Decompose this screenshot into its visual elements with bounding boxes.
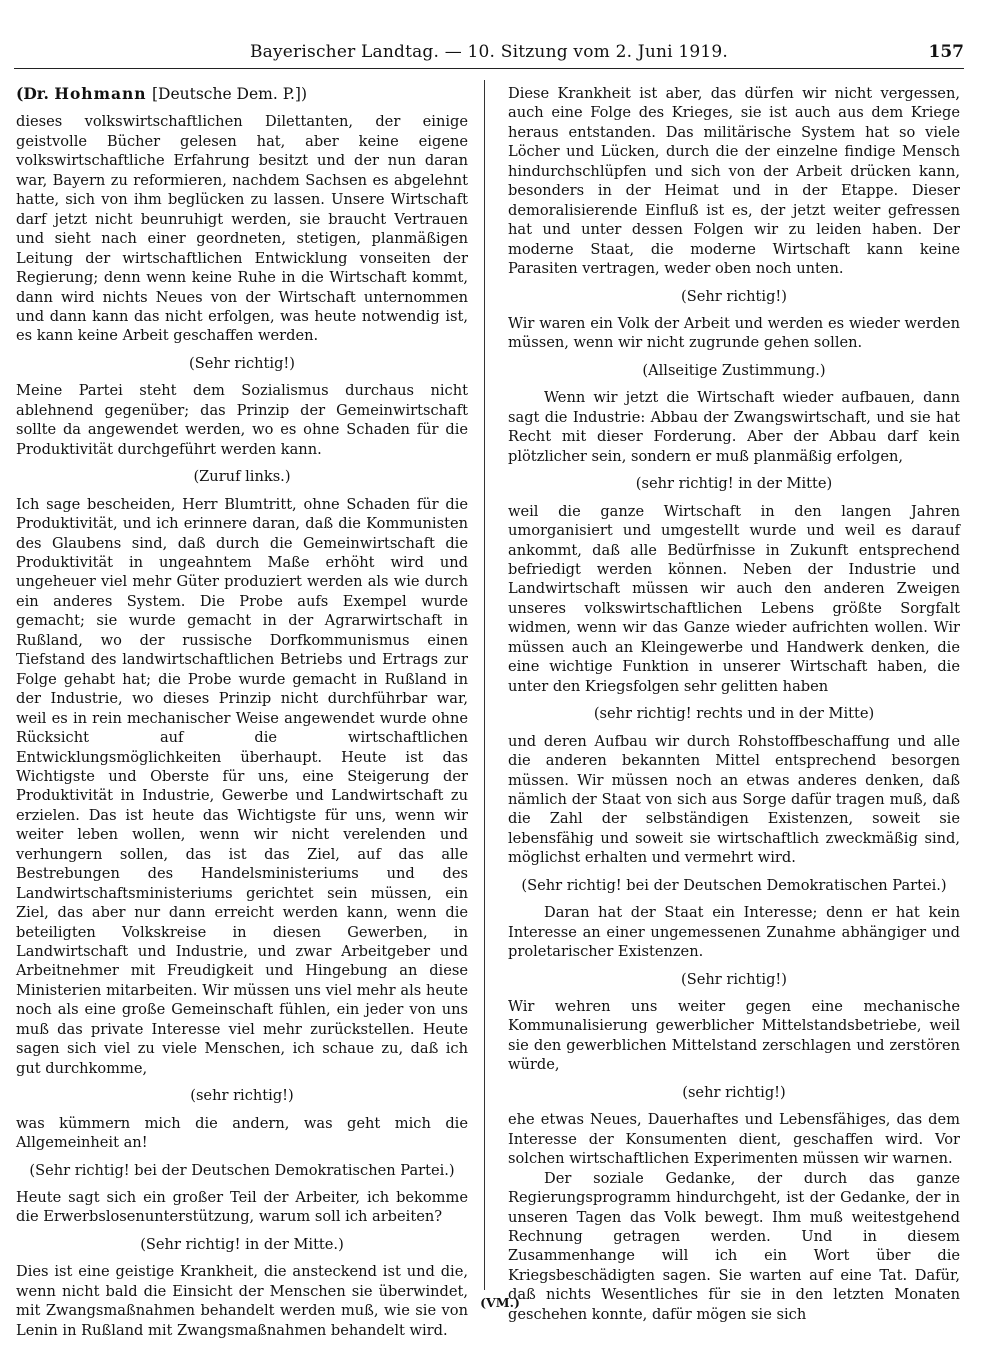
speaker-heading [16,84,468,104]
paragraph: weil die ganze Wirtschaft in den langen Jahren umorganisiert und umgestellt wurde und weil es darauf ankommt, daß alle Bedürfnisse in Zukunft entsprechend befriedigt werden können. Neben der Industrie und Landwirtschaft müssen wir auch den anderen Zweigen unseres volkswirtschaftlichen Lebens größte Sorgfalt widmen, wenn wir das Ganze wieder aufrichten wollen. Wir müssen auch an Kleingewerbe und Handwerk denken, die eine wichtige Funktion in unserer Wirtschaft haben, die unter den Kriegsfolgen sehr gelitten haben [508,502,960,695]
paragraph: Wir wehren uns weiter gegen eine mechanische Kommunalisierung gewerblicher Mittelstandsbetriebe, weil sie den gewerblichen Mittelstand zerschlagen und zerstören würde, [508,998,960,1074]
right-column [508,84,960,1324]
paragraph: und deren Aufbau wir durch Rohstoffbeschaffung und alle die anderen bekannten Mittel entsprechend besorgen müssen. Wir müssen noch an etwas anderes denken, daß nämlich der Staat von sich aus Sorge dafür tragen muß, daß die Zahl der selbständigen Existenzen, soweit sie lebensfähig und soweit sie wirtschaftlich zweckmäßig sind, möglichst erhalten und vermehrt wird. [508,732,960,867]
page-footer: (VM.) [480,1295,520,1310]
speaker-party: [Deutsche Dem. P.]) [151,85,308,103]
speaker-open: (Dr. [16,84,49,103]
interjection: (Zuruf links.) [193,468,291,486]
paragraph: Wir waren ein Volk der Arbeit und werden es wieder werden müssen, wenn wir nicht zugrunde gehen sollen. [508,314,960,352]
interjection: (Allseitige Zustimmung.) [642,361,826,379]
page-number: 157 [928,42,964,62]
page-header [14,40,964,69]
interjection: (Sehr richtig! bei der Deutschen Demokratischen Partei.) [521,876,947,894]
paragraph: Heute sagt sich ein großer Teil der Arbeiter, ich bekomme die Erwerbslosenunterstützung, warum soll ich arbeiten? [16,1189,468,1226]
paragraph: dieses volkswirtschaftlichen Dilettanten, der einige geistvolle Bücher gelesen hat, aber keine eigene volkswirtschaftliche Erfahrung besitzt und der nun daran war, Bayern zu reformieren, nachdem Sachsen es abgelehnt hatte, sich von ihm beglücken zu lassen. Unsere Wirtschaft darf jetzt nicht beunruhigt werden, sie braucht Vertrauen und sieht nach einer geordneten, stetigen, planmäßigen Leitung der wirtschaftlichen Entwicklung vonseiten der Regierung; denn wenn keine Ruhe in die Wirtschaft kommt, dann wird nichts Neues von der Wirtschaft unternommen und dann kann das nicht erfolgen, was heute notwendig ist, es kann keine Arbeit geschaffen werden. [16,113,468,345]
speaker-name: Hohmann [54,84,147,103]
running-title: Bayerischer Landtag. — 10. Sitzung vom 2. Juni 1919. [249,42,729,62]
left-column [16,84,468,1340]
paragraph: Daran hat der Staat ein Interesse; denn er hat kein Interesse an einer ungemessenen Zunahme abhängiger und proletarischer Existenzen. [508,904,960,961]
interjection: (sehr richtig! rechts und in der Mitte) [593,705,875,723]
paragraph: Meine Partei steht dem Sozialismus durchaus nicht ablehnend gegenüber; das Prinzip der Gemeinwirtschaft sollte da angewendet werden, wo es ohne Schaden für die Produktivität durchgeführt werden kann. [16,382,468,458]
column-divider [484,80,485,1290]
interjection: (Sehr richtig!) [681,287,787,305]
paragraph: was kümmern mich die andern, was geht mich die Allgemeinheit an! [16,1114,468,1152]
paragraph: ehe etwas Neues, Dauerhaftes und Lebensfähiges, das dem Interesse der Konsumenten dient, geschaffen wird. Vor solchen wirtschaftlichen Experimenten müssen wir warnen. [508,1111,960,1168]
interjection: (sehr richtig!) [190,1087,294,1105]
paragraph: Dies ist eine geistige Krankheit, die ansteckend ist und die, wenn nicht bald die Einsicht der Menschen sie überwindet, mit Zwangsmaßnahmen behandelt werden muß, wie sie von Lenin in Rußland mit Zwangsmaßnahmen behandelt wird. [16,1263,468,1339]
interjection: (Sehr richtig!) [189,354,295,372]
interjection: (Sehr richtig!) [681,970,787,988]
paragraph: Der soziale Gedanke, der durch das ganze Regierungsprogramm hindurchgeht, ist der Gedanke, der in unseren Tagen das Volk bewegt. Ihm muß weitestgehend Rechnung getragen werden. Und in diesem Zusammenhange will ich ein Wort über die Kriegsbeschädigten sagen. Sie warten auf eine Tat. Dafür, daß nichts Wesentliches für sie in den letzten Monaten geschehen konnte, dafür mögen sie sich [508,1169,960,1323]
paragraph: Wenn wir jetzt die Wirtschaft wieder aufbauen, dann sagt die Industrie: Abbau der Zwangswirtschaft, und sie hat Recht mit dieser Forderung. Aber der Abbau darf kein plötzlicher sein, sondern er muß planmäßig erfolgen, [508,389,960,465]
paragraph: Ich sage bescheiden, Herr Blumtritt, ohne Schaden für die Produktivität, und ich erinnere daran, daß die Kommunisten des Glaubens sind, daß durch die Gemeinwirtschaft die Produktivität in ungeahntem Maße erhöht wird und ungeheuer viel mehr Güter produziert werden als wie durch ein anderes System. Die Probe aufs Exempel wurde gemacht; sie wurde gemacht in der Agrarwirtschaft in Rußland, wo der russische Dorfkommunismus einen Tiefstand des landwirtschaftlichen Betriebs und Ertrags zur Folge gehabt hat; die Probe wurde gemacht in Rußland in der Industrie, wo dieses Prinzip nicht durchführbar war, weil es in rein mechanischer Weise angewendet wurde ohne Rücksicht auf die wirtschaftlichen Entwicklungsmöglichkeiten überhaupt. Heute ist das Wichtigste und Oberste für uns, eine Steigerung der Produktivität in Industrie, Gewerbe und Landwirtschaft zu erzielen. Das ist heute das Wichtigste für uns, wenn wir weiter leben wollen, wenn wir nicht verelenden und verhungern sollen, das ist das Ziel, auf das alle Bestrebungen des Handelsministeriums und des Landwirtschaftsministeriums gerichtet sein müssen, ein Ziel, das aber nur dann erreicht werden kann, wenn die beteiligten Volkskreise in diesen Gewerben, in Landwirtschaft und Industrie, und zwar Arbeitgeber und Arbeitnehmer mit Freudigkeit und Hingebung an diese Ministerien mitarbeiten. Wir müssen uns viel mehr als heute noch als eine große Gemeinschaft fühlen, ein jeder von uns muß das private Interesse viel mehr zurückstellen. Heute sagen sich viel zu viele Menschen, ich schaue zu, daß ich gut durchkomme, [16,495,468,1077]
paragraph: Diese Krankheit ist aber, das dürfen wir nicht vergessen, auch eine Folge des Krieges, sie ist auch aus dem Kriege heraus entstanden. Das militärische System hat so viele Löcher und Lücken, durch die der einzelne findige Mensch hindurchschlüpfen und sich von der Arbeit drücken kann, besonders in der Heimat und in der Etappe. Dieser demoralisierende Einfluß ist es, der jetzt weiter gefressen hat und unter dessen Folgen wir zu leiden haben. Der moderne Staat, die moderne Wirtschaft kann keine Parasiten vertragen, weder oben noch unten. [508,85,960,278]
interjection: (sehr richtig! in der Mitte) [635,475,833,493]
interjection: (sehr richtig!) [682,1083,786,1101]
interjection: (Sehr richtig! in der Mitte.) [140,1235,344,1253]
interjection: (Sehr richtig! bei der Deutschen Demokratischen Partei.) [29,1161,455,1179]
